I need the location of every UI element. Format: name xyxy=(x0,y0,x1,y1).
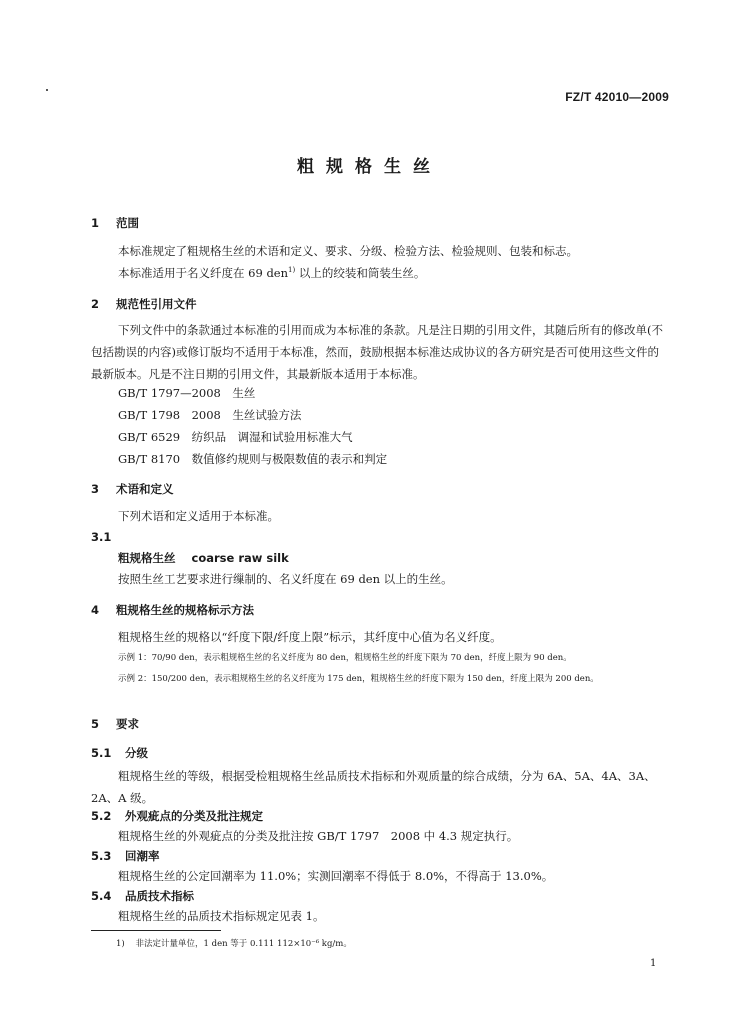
subsection-5-1-heading xyxy=(91,745,148,761)
footnote-mark: 1) xyxy=(116,939,125,949)
section-number: 2 xyxy=(91,297,100,311)
term-chinese: 粗规格生丝 xyxy=(118,551,176,565)
reference-item: GB/T 6529 纺织品 调湿和试验用标准大气 xyxy=(118,430,353,444)
subsection-number: 5.4 xyxy=(91,889,112,903)
footnote-text: 非法定计量单位，1 den 等于 0.111 112×10⁻⁶ kg/m。 xyxy=(135,939,352,949)
section-number: 1 xyxy=(91,216,100,230)
reference-item: GB/T 1798 2008 生丝试验方法 xyxy=(118,408,302,422)
example-2-text: 示例 2：150/200 den，表示粗规格生丝的名义纤度为 175 den，粗规格生丝的纤度下限为 150 den，纤度上限为 200 den。 xyxy=(118,674,599,684)
section-title: 术语和定义 xyxy=(116,482,174,496)
example-1: 示例 1：70/90 den，表示粗规格生丝的名义纤度为 80 den，粗规格生丝的纤度下限为 70 den，纤度上限为 90 den。 xyxy=(118,653,572,663)
section-title: 规范性引用文件 xyxy=(116,297,197,311)
section-4-heading xyxy=(91,602,254,618)
subsection-number: 3.1 xyxy=(91,530,112,544)
subsection-number: 5.1 xyxy=(91,746,112,760)
section-title: 要求 xyxy=(116,717,139,731)
section-number: 5 xyxy=(91,717,100,731)
subsection-5-4-heading xyxy=(91,888,194,904)
paragraph xyxy=(118,265,425,281)
section-title: 粗规格生丝的规格标示方法 xyxy=(116,603,254,617)
paragraph xyxy=(91,319,668,385)
paragraph-text: 粗规格生丝的等级，根据受检粗规格生丝品质技术指标和外观质量的综合成绩，分为 6A、5A、4A、3A、2A、A 级。 xyxy=(91,769,656,805)
paragraph: 下列术语和定义适用于本标准。 xyxy=(118,509,279,523)
section-5-heading xyxy=(91,716,139,732)
section-1-heading xyxy=(91,215,139,231)
reference-item: GB/T 8170 数值修约规则与极限数值的表示和判定 xyxy=(118,452,388,466)
document-title: 粗规格生丝 xyxy=(297,157,442,177)
term-english: coarse raw silk xyxy=(191,551,289,565)
scan-speck xyxy=(46,89,48,91)
paragraph-text: 下列文件中的条款通过本标准的引用而成为本标准的条款。凡是注日期的引用文件，其随后所有的修改单(不包括勘误的内容)或修订版均不适用于本标准，然而，鼓励根据本标准达成协议的各方研究是否可使用这些文件的最新版本。凡是不注日期的引用文件，其最新版本适用于本标准。 xyxy=(91,323,663,381)
subsection-title: 分级 xyxy=(125,746,148,760)
paragraph: 粗规格生丝的规格以“纤度下限/纤度上限”标示，其纤度中心值为名义纤度。 xyxy=(118,630,502,644)
paragraph: 粗规格生丝的外观疵点的分类及批注按 GB/T 1797 2008 中 4.3 规定执行。 xyxy=(118,829,519,843)
standard-code: FZ/T 42010—2009 xyxy=(565,90,669,104)
section-title: 范围 xyxy=(116,216,139,230)
section-number: 4 xyxy=(91,603,100,617)
subsection-title: 回潮率 xyxy=(125,849,160,863)
page-number: 1 xyxy=(650,958,657,969)
term-definition: 按照生丝工艺要求进行缫制的、名义纤度在 69 den 以上的生丝。 xyxy=(118,572,453,586)
footnote-ref: 1) xyxy=(288,266,296,275)
subsection-5-2-heading xyxy=(91,808,263,824)
subsection-number: 5.2 xyxy=(91,809,112,823)
footnote xyxy=(116,937,352,949)
section-2-heading xyxy=(91,296,197,312)
paragraph: 粗规格生丝的品质技术指标规定见表 1。 xyxy=(118,909,325,923)
term-entry xyxy=(118,550,289,566)
section-number: 3 xyxy=(91,482,100,496)
paragraph: 本标准规定了粗规格生丝的术语和定义、要求、分级、检验方法、检验规则、包装和标志。 xyxy=(118,244,578,258)
paragraph: 粗规格生丝的公定回潮率为 11.0%；实测回潮率不得低于 8.0%，不得高于 13.0%。 xyxy=(118,869,554,883)
reference-item: GB/T 1797—2008 生丝 xyxy=(118,386,256,400)
footnote-divider xyxy=(91,930,221,931)
subsection-5-3-heading xyxy=(91,848,160,864)
subsection-title: 品质技术指标 xyxy=(125,889,194,903)
paragraph xyxy=(91,765,668,809)
text-fragment: 本标准适用于名义纤度在 69 den xyxy=(118,266,289,280)
subsection-number: 5.3 xyxy=(91,849,112,863)
text-fragment: 以上的绞装和筒装生丝。 xyxy=(295,266,426,280)
subsection-title: 外观疵点的分类及批注规定 xyxy=(125,809,263,823)
example-2 xyxy=(118,670,670,688)
section-3-heading xyxy=(91,481,174,497)
